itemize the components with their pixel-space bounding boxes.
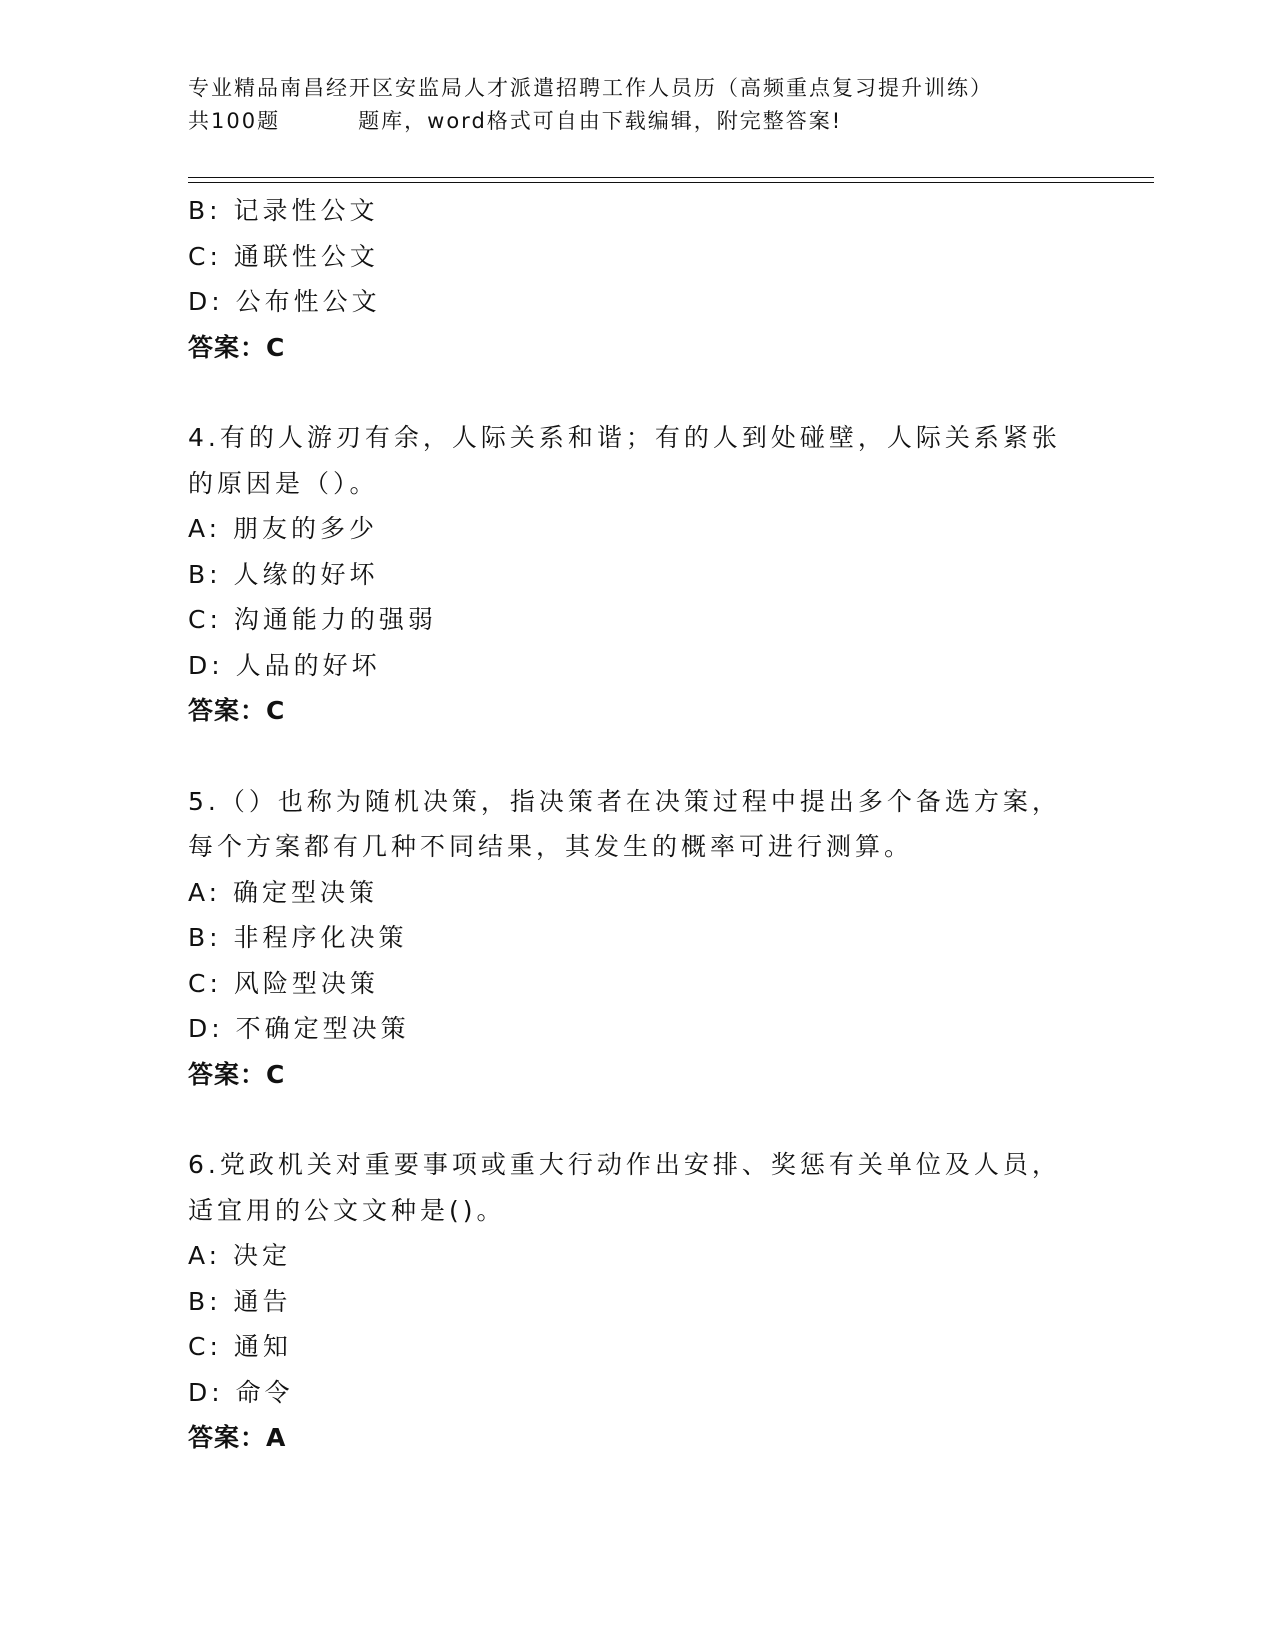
- header-subtitle: 共100题 题库，word格式可自由下载编辑，附完整答案!: [188, 109, 843, 133]
- question-list: [188, 188, 1088, 1461]
- option-a: A: 确定型决策: [188, 877, 379, 907]
- question-3-tail: [188, 188, 1088, 370]
- option-d: D: 不确定型决策: [188, 1014, 410, 1043]
- header-rule-top: [188, 177, 1154, 178]
- question-stem: 6.党政机关对重要事项或重大行动作出安排、奖惩有关单位及人员，: [188, 1150, 1061, 1179]
- option-b: B: 通告: [188, 1286, 292, 1316]
- option-b: B: 人缘的好坏: [188, 559, 379, 589]
- option-c: C: 风险型决策: [188, 968, 379, 998]
- question-stem: 5.（）也称为随机决策，指决策者在决策过程中提出多个备选方案，: [188, 786, 1061, 816]
- question-stem: 每个方案都有几种不同结果，其发生的概率可进行测算。: [188, 832, 914, 861]
- option-b: B: 非程序化决策: [188, 923, 408, 952]
- option-a: A: 决定: [188, 1241, 292, 1270]
- question-6: [188, 1142, 1088, 1461]
- option-c: C: 沟通能力的强弱: [188, 605, 437, 634]
- question-stem: 适宜用的公文文种是()。: [188, 1195, 506, 1225]
- document-header: [188, 72, 1148, 138]
- answer-line: 答案：C: [188, 696, 286, 725]
- option-a: A: 朋友的多少: [188, 514, 379, 543]
- answer-line: 答案：A: [188, 1423, 287, 1452]
- header-rule-bottom: [188, 182, 1154, 183]
- option-c: C: 通知: [188, 1332, 292, 1361]
- option-d: D: 命令: [188, 1377, 294, 1407]
- option-d: D: 公布性公文: [188, 287, 381, 316]
- option-d: D: 人品的好坏: [188, 650, 381, 680]
- answer-line: 答案：C: [188, 332, 286, 362]
- question-stem: 4.有的人游刃有余，人际关系和谐；有的人到处碰壁，人际关系紧张: [188, 423, 1061, 452]
- question-4: [188, 415, 1088, 734]
- option-c: C: 通联性公文: [188, 241, 379, 271]
- question-stem: 的原因是（）。: [188, 468, 379, 498]
- question-5: [188, 779, 1088, 1098]
- option-b: B: 记录性公文: [188, 196, 379, 225]
- answer-line: 答案：C: [188, 1059, 286, 1089]
- header-title: 专业精品南昌经开区安监局人才派遣招聘工作人员历（高频重点复习提升训练）: [188, 76, 993, 100]
